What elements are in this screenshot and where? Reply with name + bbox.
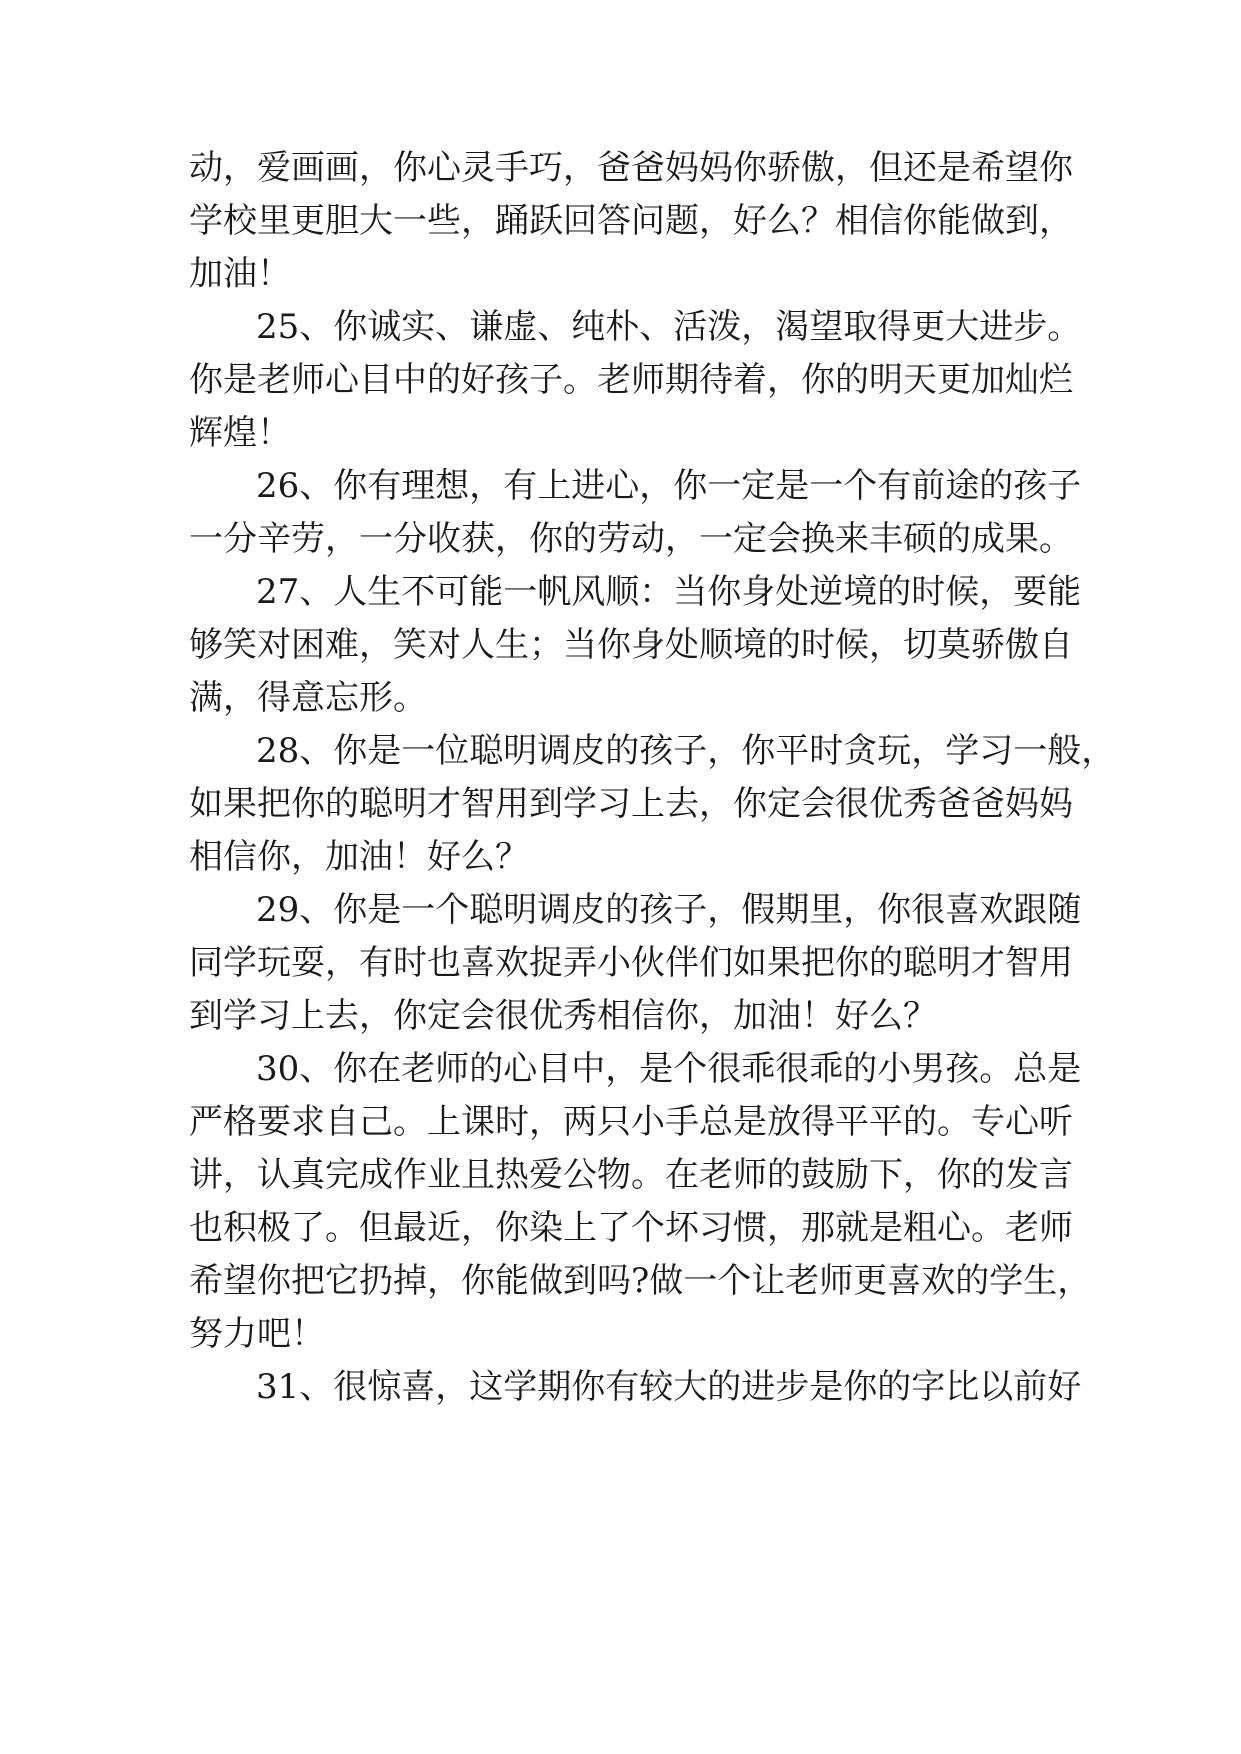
text-line: 相信你，加油！好么？ [189,837,529,877]
paragraph-27-start: 27、人生不可能一帆风顺：当你身处逆境的时候，要能 [256,572,1082,612]
text-line: 动，爱画画，你心灵手巧，爸爸妈妈你骄傲，但还是希望你 [189,148,1073,188]
paragraph-25-start: 25、你诚实、谦虚、纯朴、活泼，渴望取得更大进步。 [256,307,1082,347]
text-line: 满，得意忘形。 [189,678,427,718]
text-line: 一分辛劳，一分收获，你的劳动，一定会换来丰硕的成果。 [189,519,1073,559]
text-line: 如果把你的聪明才智用到学习上去，你定会很优秀爸爸妈妈 [189,784,1073,824]
text-line: 辉煌！ [189,413,291,453]
text-line: 到学习上去，你定会很优秀相信你，加油！好么？ [189,996,937,1036]
text-line: 也积极了。但最近，你染上了个坏习惯，那就是粗心。老师 [189,1208,1073,1248]
paragraph-26-start: 26、你有理想，有上进心，你一定是一个有前途的孩子 [256,466,1082,506]
text-line: 学校里更胆大一些，踊跃回答问题，好么？相信你能做到， [189,201,1073,241]
paragraph-31-start: 31、很惊喜，这学期你有较大的进步是你的字比以前好 [256,1367,1082,1407]
paragraph-28-start: 28、你是一位聪明调皮的孩子，你平时贪玩，学习一般， [256,731,1116,771]
text-line: 同学玩耍，有时也喜欢捉弄小伙伴们如果把你的聪明才智用 [189,943,1073,983]
text-line: 严格要求自己。上课时，两只小手总是放得平平的。专心听 [189,1102,1073,1142]
paragraph-30-start: 30、你在老师的心目中，是个很乖很乖的小男孩。总是 [256,1049,1082,1089]
text-line: 你是老师心目中的好孩子。老师期待着，你的明天更加灿烂 [189,360,1073,400]
paragraph-29-start: 29、你是一个聪明调皮的孩子，假期里，你很喜欢跟随 [256,890,1082,930]
text-line: 加油！ [189,254,291,294]
text-line: 够笑对困难，笑对人生；当你身处顺境的时候，切莫骄傲自 [189,625,1073,665]
text-line: 希望你把它扔掉，你能做到吗?做一个让老师更喜欢的学生， [189,1261,1092,1301]
text-line: 讲，认真完成作业且热爱公物。在老师的鼓励下，你的发言 [189,1155,1073,1195]
text-line: 努力吧！ [189,1314,325,1354]
